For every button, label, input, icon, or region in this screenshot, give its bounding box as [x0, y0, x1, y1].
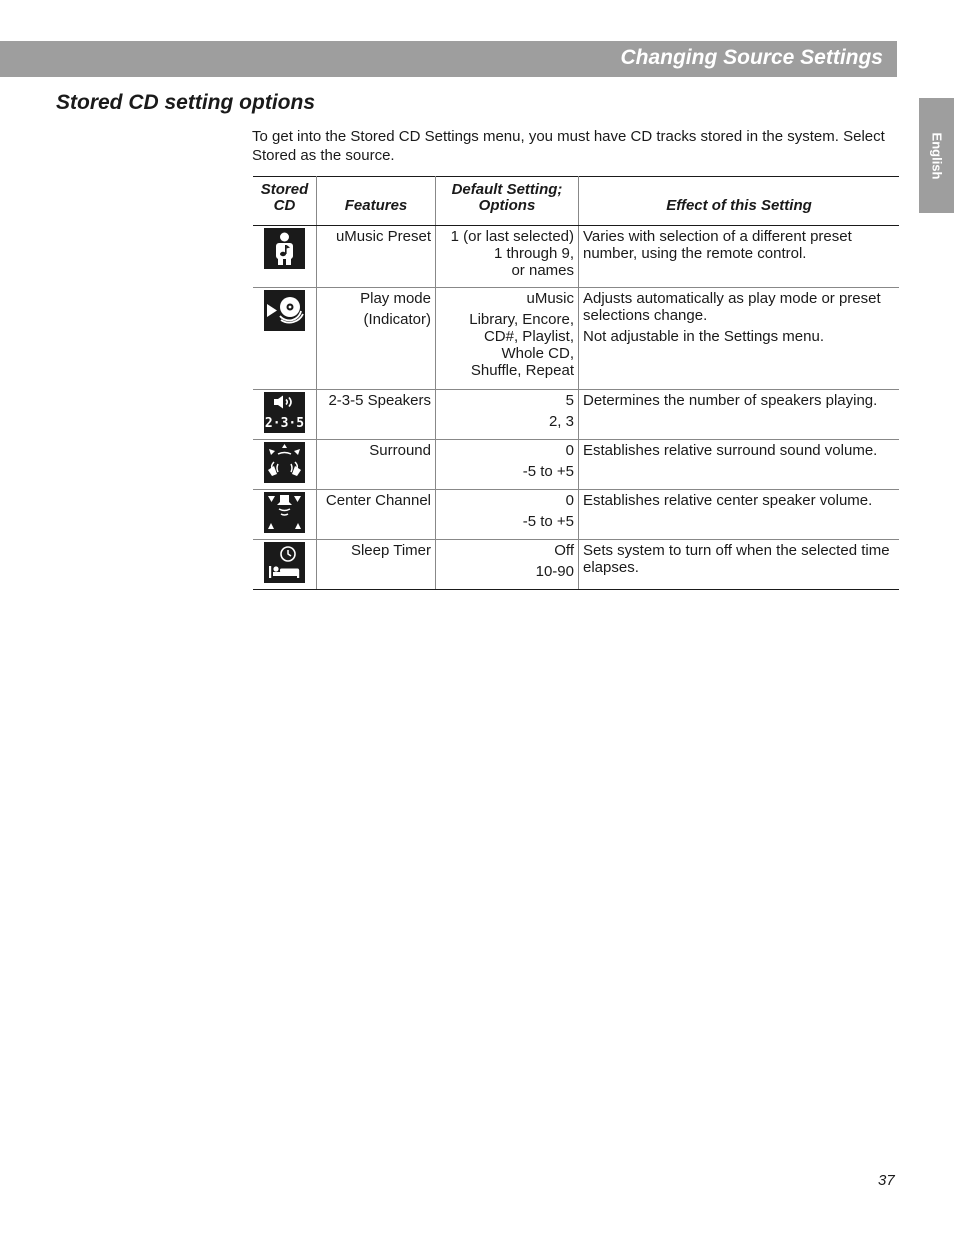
feature-sublabel: (Indicator): [363, 311, 431, 328]
feature-label: Center Channel: [325, 492, 431, 509]
option-value: -5 to +5: [522, 463, 574, 480]
center-channel-icon: [264, 492, 305, 533]
effect-text: Establishes relative surround sound volume.: [583, 442, 878, 459]
header-default-setting: Default Setting; Options: [436, 177, 579, 226]
section-title: Stored CD setting options: [56, 91, 315, 114]
effect-text: Not adjustable in the Settings menu.: [583, 328, 824, 345]
table-row: [253, 226, 899, 288]
play-mode-icon: [264, 290, 305, 331]
header-stored-cd: Stored CD: [253, 177, 317, 226]
default-value: 5: [565, 392, 574, 409]
surround-icon: [264, 442, 305, 483]
default-value: Off: [554, 542, 574, 559]
option-value: 10-90: [535, 563, 574, 580]
option-value: 1 through 9,: [493, 245, 574, 262]
table-row: [253, 440, 899, 490]
option-value: or names: [511, 262, 574, 279]
header-effect: Effect of this Setting: [579, 177, 900, 226]
table-header-row: [253, 177, 899, 226]
default-value: 0: [565, 442, 574, 459]
option-value: -5 to +5: [522, 513, 574, 530]
speakers-2-3-5-icon: [264, 392, 305, 433]
effect-text: Establishes relative center speaker volume.: [583, 492, 873, 509]
intro-paragraph: To get into the Stored CD Settings menu, you must have CD tracks stored in the system. Select Stored as the source.: [252, 128, 885, 164]
option-value: Library, Encore,: [469, 311, 574, 328]
feature-label: Sleep Timer: [350, 542, 431, 559]
effect-text: Determines the number of speakers playing.: [583, 392, 878, 409]
header-bar: [0, 41, 897, 77]
table-row: [253, 490, 899, 540]
page-number: 37: [878, 1172, 895, 1189]
option-value: Whole CD,: [501, 345, 574, 362]
effect-text: Varies with selection of a different preset number, using the remote control.: [583, 228, 852, 262]
sleep-timer-icon: [264, 542, 305, 583]
feature-label: uMusic Preset: [335, 228, 431, 245]
table-row: [253, 540, 899, 590]
feature-label: 2-3-5 Speakers: [328, 392, 431, 409]
default-value: 1 (or last selected): [450, 228, 574, 245]
settings-table: [253, 176, 899, 590]
page-header-title: Changing Source Settings: [620, 46, 883, 69]
speakers-icon-text: 2·3·5: [264, 416, 305, 431]
option-value: 2, 3: [548, 413, 574, 430]
feature-label: Play mode: [360, 290, 431, 307]
option-value: Shuffle, Repeat: [470, 362, 574, 379]
umusic-preset-icon: [264, 228, 305, 269]
option-value: CD#, Playlist,: [483, 328, 574, 345]
language-tab: [919, 98, 954, 213]
table-row: [253, 288, 899, 390]
feature-label: Surround: [369, 442, 431, 459]
effect-text: Adjusts automatically as play mode or preset selections change.: [583, 290, 881, 324]
effect-text: Sets system to turn off when the selected time elapses.: [583, 542, 890, 576]
header-features: Features: [317, 177, 436, 226]
table-row: [253, 390, 899, 440]
default-value: 0: [565, 492, 574, 509]
default-value: uMusic: [526, 290, 574, 307]
language-tab-label: English: [929, 132, 944, 179]
